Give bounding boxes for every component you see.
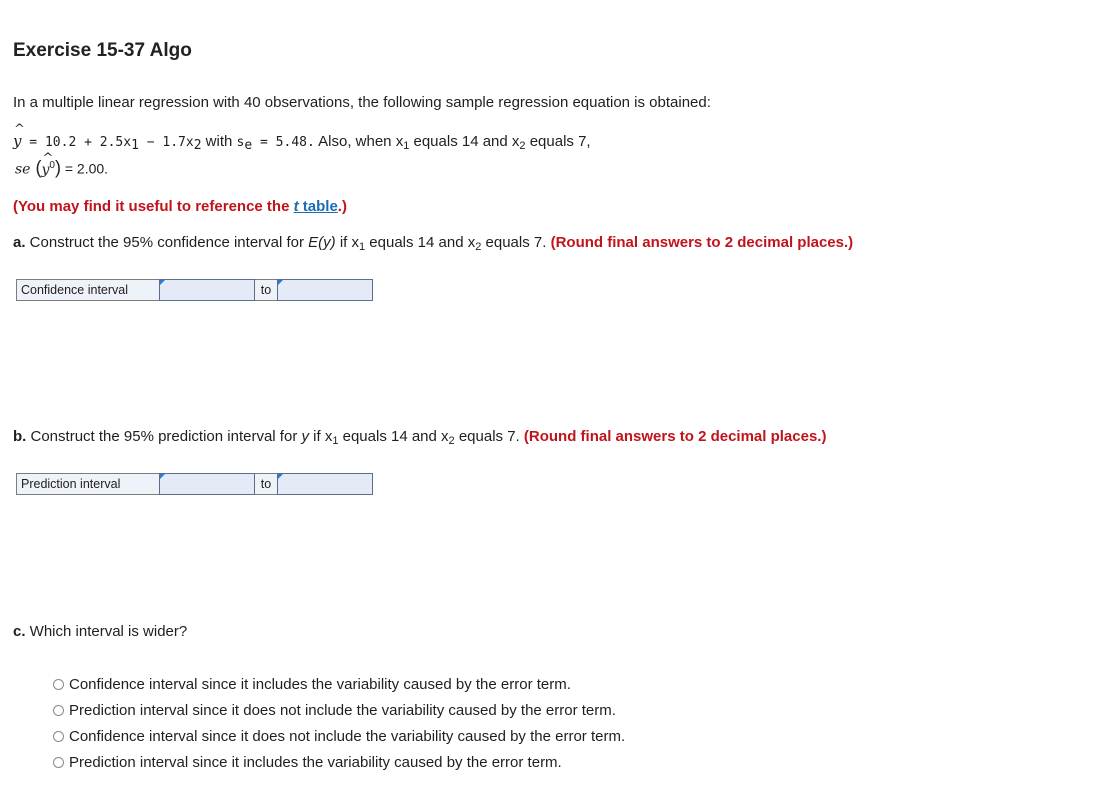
hint-text: (You may find it useful to reference the t table.) [13, 198, 347, 215]
confidence-upper-input[interactable] [278, 280, 372, 300]
prediction-interval-row [16, 473, 373, 495]
radio-option-2[interactable]: Prediction interval since it does not include the variability caused by the error term. [53, 697, 625, 723]
prediction-lower-input[interactable] [160, 474, 254, 494]
radio-option-3[interactable]: Confidence interval since it does not include the variability caused by the error term. [53, 723, 625, 749]
confidence-lower-field[interactable] [159, 279, 255, 301]
radio-option-4[interactable]: Prediction interval since it includes the variability caused by the error term. [53, 749, 625, 775]
t-table-link[interactable]: t table [293, 198, 338, 215]
part-c-question: c. Which interval is wider? [13, 623, 188, 640]
intro-text: In a multiple linear regression with 40 observations, the following sample regression equation is obtained: [13, 94, 711, 111]
standard-error-line: se (y ^$^0$) = 2.00. [15, 156, 108, 180]
y-hat-symbol: y ^ [13, 131, 21, 151]
confidence-interval-row [16, 279, 373, 301]
part-a-question: a. Construct the 95% confidence interval for E(y) if $x_1$ equals 14 and $x_2$ equals 7. (Round final answers to 2 decimal places.) [13, 234, 854, 253]
prediction-upper-field[interactable] [277, 473, 373, 495]
part-b-question: b. Construct the 95% prediction interval for y if $x_1$ equals 14 and $x_2$ equals 7. (Round final answers to 2 decimal places.) [13, 428, 827, 447]
prediction-to-label: to [254, 473, 278, 495]
prediction-upper-input[interactable] [278, 474, 372, 494]
radio-button-icon[interactable] [53, 757, 64, 768]
confidence-lower-input[interactable] [160, 280, 254, 300]
wider-interval-options [53, 671, 625, 775]
radio-button-icon[interactable] [53, 731, 64, 742]
radio-option-1[interactable]: Confidence interval since it includes the variability caused by the error term. [53, 671, 625, 697]
confidence-interval-label: Confidence interval [16, 279, 160, 301]
confidence-to-label: to [254, 279, 278, 301]
prediction-lower-field[interactable] [159, 473, 255, 495]
radio-button-icon[interactable] [53, 705, 64, 716]
exercise-title: Exercise 15-37 Algo [13, 40, 192, 61]
prediction-interval-label: Prediction interval [16, 473, 160, 495]
confidence-upper-field[interactable] [277, 279, 373, 301]
radio-button-icon[interactable] [53, 679, 64, 690]
regression-equation: y ^ = $10.2 + 2.5x_1 - 1.7x_2$ with $s_e = 5.48$. Also, when $x_1$ equals 14 and $x_2$ equals 7, [13, 131, 591, 156]
